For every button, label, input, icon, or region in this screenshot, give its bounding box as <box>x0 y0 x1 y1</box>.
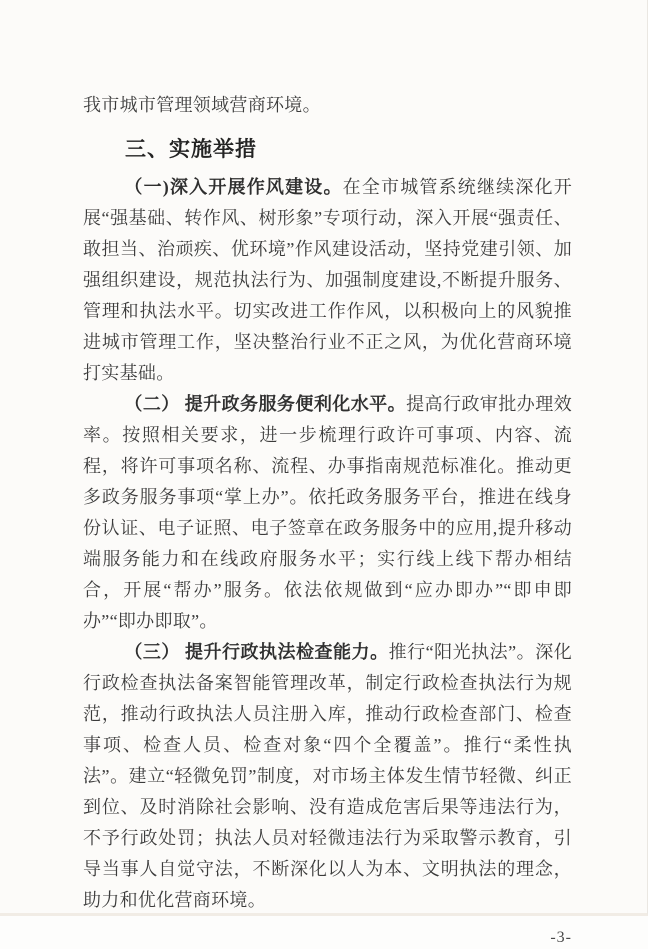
page-number: -3- <box>550 929 572 946</box>
paragraph-3 <box>83 637 572 916</box>
paragraph-1 <box>83 172 572 389</box>
paragraph-2-body: 提高行政审批办理效率。按照相关要求，进一步梳理行政许可事项、内容、流程，将许可事项名称、流程、办事指南规范标准化。推动更多政务服务事项“掌上办”。依托政务服务平台，推进在线身份认证、电子证照、电子签章在政务服务中的应用,提升移动端服务能力和在线政府服务水平；实行线上线下帮办相结合，开展“帮办”服务。依法依规做到“应办即办”“即申即办”“即办即取”。 <box>83 394 572 631</box>
continuation-paragraph: 我市城市管理领域营商环境。 <box>83 95 321 115</box>
paragraph-1-body: 在全市城管系统继续深化开展“强基础、转作风、树形象”专项行动，深入开展“强责任、敢担当、治顽疾、优环境”作风建设活动，坚持党建引领、加强组织建设，规范执法行为、加强制度建设,不断提升服务、管理和执法水平。切实改进工作作风，以积极向上的风貌推进城市管理工作，坚决整治行业不正之风，为优化营商环境打实基础。 <box>83 177 572 383</box>
paragraph-3-lead: （三） 提升行政执法检查能力。 <box>124 642 389 662</box>
section-heading: 三、实施举措 <box>125 138 257 161</box>
paragraph-2 <box>83 389 572 637</box>
paragraph-2-lead: （二） 提升政务服务便利化水平。 <box>124 394 407 414</box>
paragraph-3-body: 推行“阳光执法”。深化行政检查执法备案智能管理改革，制定行政检查执法行为规范，推动行政执法人员注册入库，推动行政检查部门、检查事项、检查人员、检查对象“四个全覆盖”。推行“柔性执法”。建立“轻微免罚”制度，对市场主体发生情节轻微、纠正到位、及时消除社会影响、没有造成危害后果等违法行为，不予行政处罚；执法人员对轻微违法行为采取警示教育，引导当事人自觉守法，不断深化以人为本、文明执法的理念，助力和优化营商环境。 <box>83 642 573 910</box>
paragraph-1-lead: （一)深入开展作风建设。 <box>124 177 343 197</box>
